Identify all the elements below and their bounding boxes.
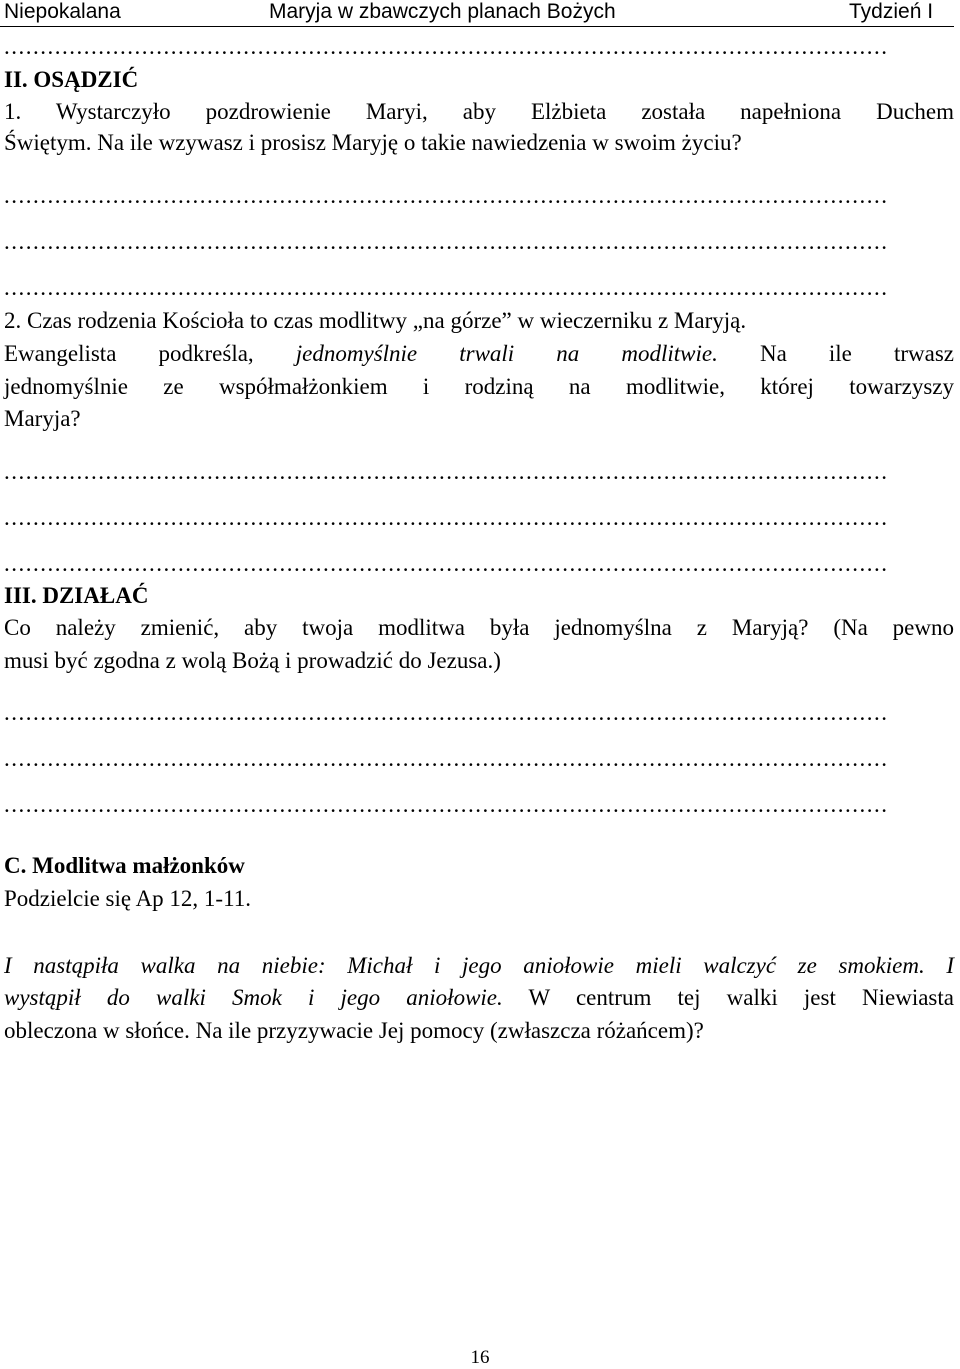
question-2-line-1: 2. Czas rodzenia Kościoła to czas modlitwy „na górze” w wieczerniku z Maryją.	[4, 308, 747, 333]
dotted-line: ..........................................................................................................................	[4, 34, 889, 59]
q2-quote: jednomyślnie trwali na modlitwie.	[295, 341, 718, 366]
q2-text-a: Ewangelista podkreśla,	[4, 341, 254, 366]
prayer-quote-end: wystąpił do walki Smok i jego aniołowie.	[4, 985, 503, 1010]
act-line-2: musi być zgodna z wolą Bożą i prowadzić do Jezusa.)	[4, 648, 501, 673]
prayer-text: W centrum tej walki jest Niewiasta	[528, 985, 954, 1010]
act-line-1: Co należy zmienić, aby twoja modlitwa była jednomyślna z Maryją? (Na pewno	[4, 615, 954, 640]
question-1-line-1: 1. Wystarczyło pozdrowienie Maryi, aby Elżbieta została napełniona Duchem	[4, 99, 954, 124]
answer-line: ..........................................................................................................................	[4, 700, 889, 725]
prayer-paragraph-line-2	[4, 985, 954, 1011]
answer-line: ..........................................................................................................................	[4, 746, 889, 771]
answer-line: ..........................................................................................................................	[4, 275, 889, 300]
section-title-judge: II. OSĄDZIĆ	[4, 67, 139, 92]
answer-line: ..........................................................................................................................	[4, 505, 889, 530]
question-2-line-3: jednomyślnie ze współmałżonkiem i rodziną na modlitwie, której towarzyszy	[4, 374, 954, 399]
prayer-instruction: Podzielcie się Ap 12, 1-11.	[4, 886, 251, 911]
answer-line: ..........................................................................................................................	[4, 792, 889, 817]
header-center: Maryja w zbawczych planach Bożych	[269, 0, 616, 23]
answer-line: ..........................................................................................................................	[4, 229, 889, 254]
answer-line: ..........................................................................................................................	[4, 183, 889, 208]
q2-text-c: Na ile trwasz	[759, 341, 955, 366]
answer-line: ..........................................................................................................................	[4, 459, 889, 484]
answer-line: ..........................................................................................................................	[4, 551, 889, 576]
header-rule	[0, 26, 954, 27]
section-title-prayer: C. Modlitwa małżonków	[4, 853, 245, 878]
header-left: Niepokalana	[4, 0, 121, 23]
prayer-paragraph-line-1: I nastąpiła walka na niebie: Michał i jego aniołowie mieli walczyć ze smokiem. I	[4, 953, 954, 978]
prayer-paragraph-line-3: obleczona w słońce. Na ile przyzywacie Jej pomocy (zwłaszcza różańcem)?	[4, 1018, 704, 1043]
page-number: 16	[470, 1347, 490, 1368]
section-title-act: III. DZIAŁAĆ	[4, 583, 149, 608]
header-right: Tydzień I	[849, 0, 934, 23]
question-1-line-2: Świętym. Na ile wzywasz i prosisz Maryję o takie nawiedzenia w swoim życiu?	[4, 130, 742, 155]
running-header	[0, 0, 960, 28]
question-2-line-4: Maryja?	[4, 406, 81, 431]
question-2-line-2	[4, 341, 954, 367]
